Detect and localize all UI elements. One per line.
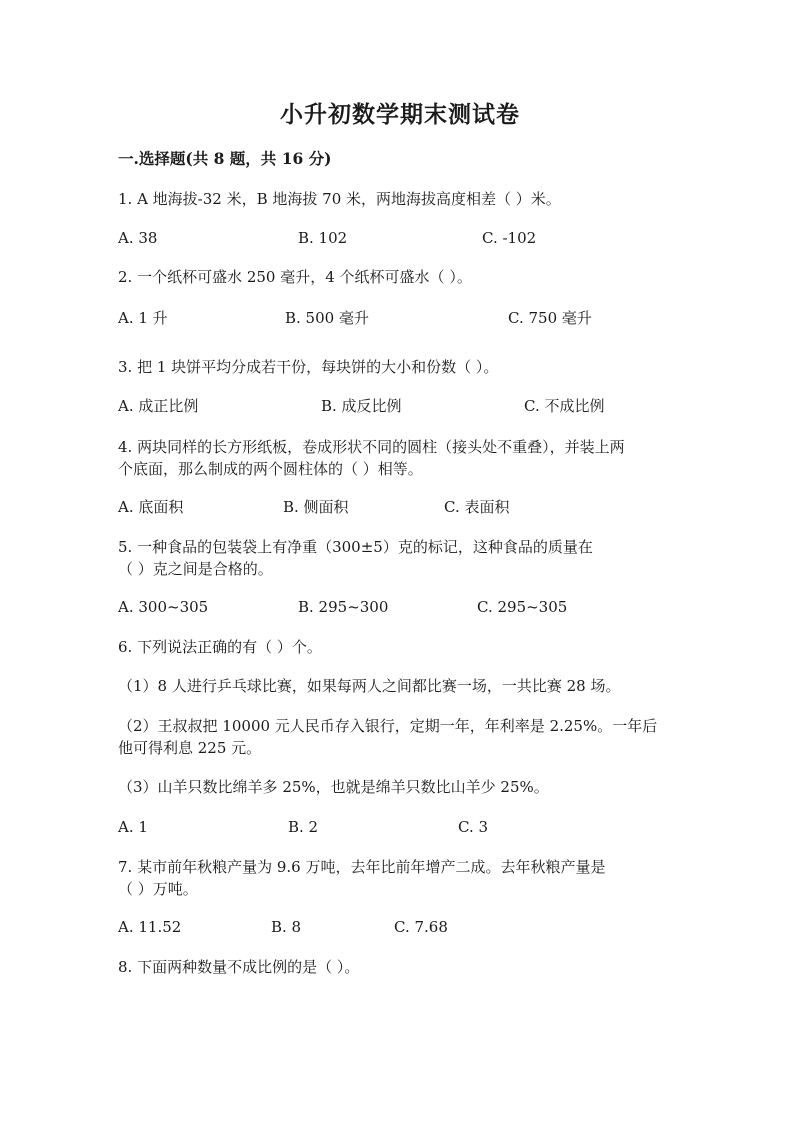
question-1-option-b: B. 102 (298, 229, 348, 247)
question-4-option-a: A. 底面积 (118, 498, 184, 516)
question-7-option-c: C. 7.68 (394, 918, 448, 936)
question-4-text-line-1: 4. 两块同样的长方形纸板，卷成形状不同的圆柱（接头处不重叠），并装上两 (118, 438, 625, 456)
question-7-option-a: A. 11.52 (118, 918, 182, 936)
question-6-text: 6. 下列说法正确的有（ ）个。 (118, 638, 322, 656)
question-4-text-line-2: 个底面，那么制成的两个圆柱体的（ ）相等。 (118, 460, 423, 478)
question-2-text: 2. 一个纸杯可盛水 250 毫升，4 个纸杯可盛水（ ）。 (118, 268, 472, 286)
question-5-text-line-2: （ ）克之间是合格的。 (118, 560, 273, 578)
question-6-option-c: C. 3 (458, 818, 489, 836)
question-5-text-line-1: 5. 一种食品的包装袋上有净重（300±5）克的标记，这种食品的质量在 (118, 538, 593, 556)
question-3-text: 3. 把 1 块饼平均分成若干份，每块饼的大小和份数（ ）。 (118, 358, 499, 376)
question-3-option-c: C. 不成比例 (524, 397, 605, 415)
question-3-option-b: B. 成反比例 (321, 397, 402, 415)
question-3-option-a: A. 成正比例 (118, 397, 199, 415)
question-5-option-a: A. 300~305 (118, 598, 209, 616)
question-6-statement-2-line-1: （2）王叔叔把 10000 元人民币存入银行，定期一年，年利率是 2.25%。一年后 (118, 717, 658, 735)
question-5-option-b: B. 295~300 (298, 598, 389, 616)
question-5-option-c: C. 295~305 (477, 598, 568, 616)
question-6-statement-1: （1）8 人进行乒乓球比赛，如果每两人之间都比赛一场，一共比赛 28 场。 (118, 677, 621, 695)
section-heading: 一.选择题(共 8 题，共 16 分) (118, 149, 332, 168)
question-1-option-c: C. -102 (482, 229, 537, 247)
question-2-option-a: A. 1 升 (118, 309, 168, 327)
question-8-text: 8. 下面两种数量不成比例的是（ ）。 (118, 958, 360, 976)
question-1-text: 1. A 地海拔-32 米，B 地海拔 70 米，两地海拔高度相差（ ）米。 (118, 190, 561, 208)
question-7-text-line-1: 7. 某市前年秋粮产量为 9.6 万吨，去年比前年增产二成。去年秋粮产量是 (118, 858, 606, 876)
question-6-option-a: A. 1 (118, 818, 148, 836)
question-6-statement-3: （3）山羊只数比绵羊多 25%，也就是绵羊只数比山羊少 25%。 (118, 778, 549, 796)
question-2-option-b: B. 500 毫升 (285, 309, 369, 327)
question-7-text-line-2: （ ）万吨。 (118, 880, 198, 898)
question-2-option-c: C. 750 毫升 (508, 309, 592, 327)
question-6-option-b: B. 2 (288, 818, 319, 836)
page-title: 小升初数学期末测试卷 (280, 101, 520, 128)
question-7-option-b: B. 8 (271, 918, 302, 936)
question-6-statement-2-line-2: 他可得利息 225 元。 (118, 739, 262, 757)
question-1-option-a: A. 38 (118, 229, 158, 247)
question-4-option-c: C. 表面积 (444, 498, 510, 516)
question-4-option-b: B. 侧面积 (283, 498, 349, 516)
